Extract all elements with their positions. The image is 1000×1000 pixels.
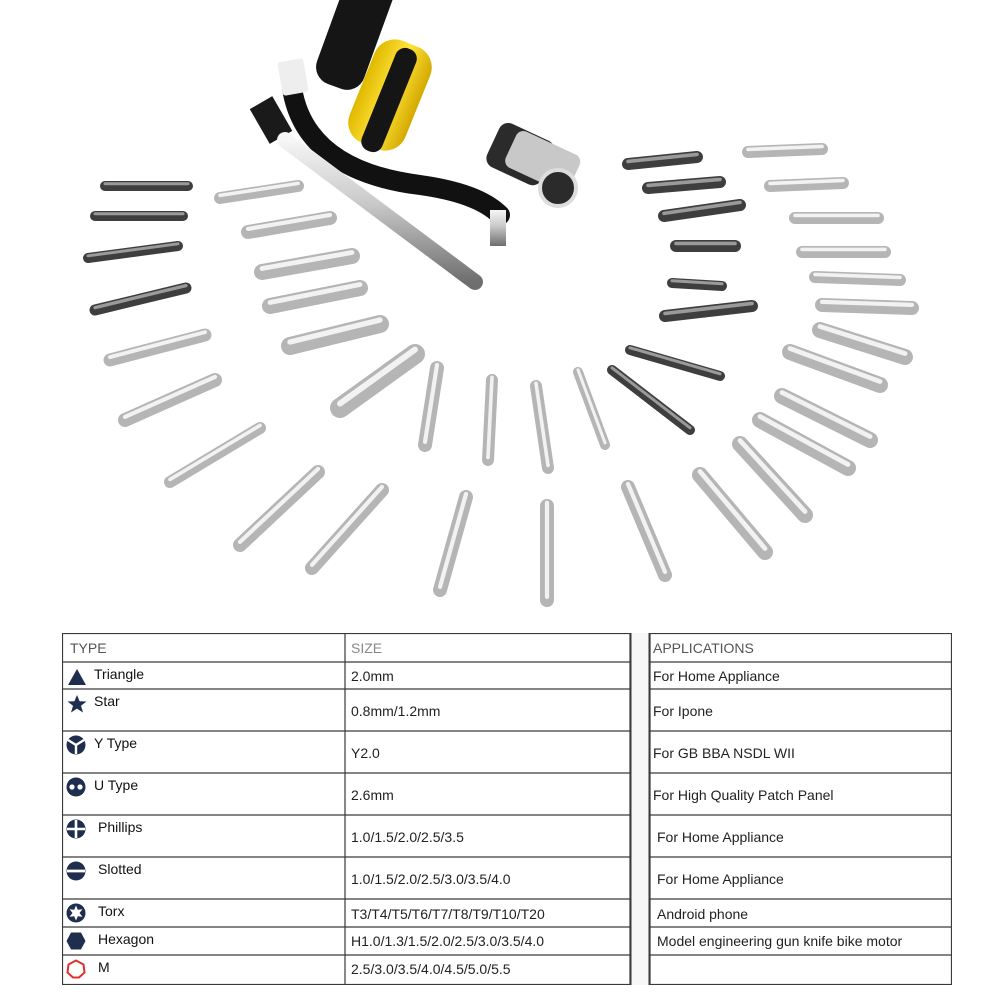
size-value: 2.0mm [351, 668, 394, 684]
size-value: Y2.0 [351, 745, 380, 761]
type-label: Slotted [98, 861, 142, 877]
size-value: 2.5/3.0/3.5/4.0/4.5/5.0/5.5 [351, 961, 511, 977]
size-value: 1.0/1.5/2.0/2.5/3.0/3.5/4.0 [351, 871, 511, 887]
application-value: Android phone [657, 906, 749, 922]
bit [612, 370, 690, 430]
size-value: H1.0/1.3/1.5/2.0/2.5/3.0/3.5/4.0 [351, 933, 545, 949]
y-type-icon [66, 735, 86, 755]
header-type: TYPE [70, 640, 107, 656]
type-label: Star [94, 693, 120, 709]
type-label: Torx [98, 903, 125, 919]
bit-highlight [340, 350, 415, 404]
bit-highlight [628, 484, 665, 572]
application-value: For High Quality Patch Panel [653, 787, 834, 803]
bit-highlight [312, 487, 382, 565]
type-label: Y Type [94, 735, 138, 751]
bit [820, 330, 905, 357]
application-value: For Home Appliance [653, 668, 780, 684]
type-label: Triangle [94, 666, 145, 682]
bit-highlight [740, 441, 805, 512]
type-label: Hexagon [98, 931, 155, 947]
application-value: For GB BBA NSDL WII [653, 745, 795, 761]
bit-highlight [240, 469, 318, 542]
triangle-icon [67, 667, 87, 687]
u-type-icon [66, 777, 86, 797]
phillips-icon [66, 819, 86, 839]
bit-highlight [440, 494, 466, 587]
bit-highlight [782, 393, 870, 437]
slotted-icon [66, 861, 86, 881]
bit [630, 350, 720, 376]
size-value: 0.8mm/1.2mm [351, 703, 441, 719]
size-value: 2.6mm [351, 787, 394, 803]
spec-table [62, 633, 952, 985]
bit [290, 324, 380, 346]
bit [88, 246, 178, 258]
m-type-icon [66, 959, 86, 979]
header-size: SIZE [351, 640, 383, 656]
bit-highlight [612, 368, 690, 428]
application-value: Model engineering gun knife bike motor [657, 933, 903, 949]
bit-highlight [630, 348, 720, 374]
application-value: For Ipone [653, 703, 713, 719]
bit [270, 288, 360, 306]
type-label: Phillips [98, 819, 143, 835]
bit-highlight [170, 425, 260, 479]
type-label: M [98, 959, 110, 975]
header-applications: APPLICATIONS [653, 640, 754, 656]
type-label: U Type [94, 777, 139, 793]
bit-highlight [125, 377, 215, 417]
bit [110, 335, 205, 360]
bit [340, 354, 415, 408]
star-icon [67, 694, 87, 714]
size-value: T3/T4/T5/T6/T7/T8/T9/T10/T20 [351, 906, 545, 922]
torx-icon [66, 903, 86, 923]
bit [170, 428, 260, 482]
size-value: 1.0/1.5/2.0/2.5/3.5 [351, 829, 464, 845]
bit-highlight [822, 302, 912, 305]
application-value: For Home Appliance [657, 829, 784, 845]
bit [125, 380, 215, 420]
application-value: For Home Appliance [657, 871, 784, 887]
bit [240, 472, 318, 545]
bit [790, 352, 880, 385]
bit [95, 288, 186, 310]
hexagon-icon [66, 931, 86, 951]
bit-highlight [578, 370, 605, 443]
bit-highlight [700, 472, 765, 549]
